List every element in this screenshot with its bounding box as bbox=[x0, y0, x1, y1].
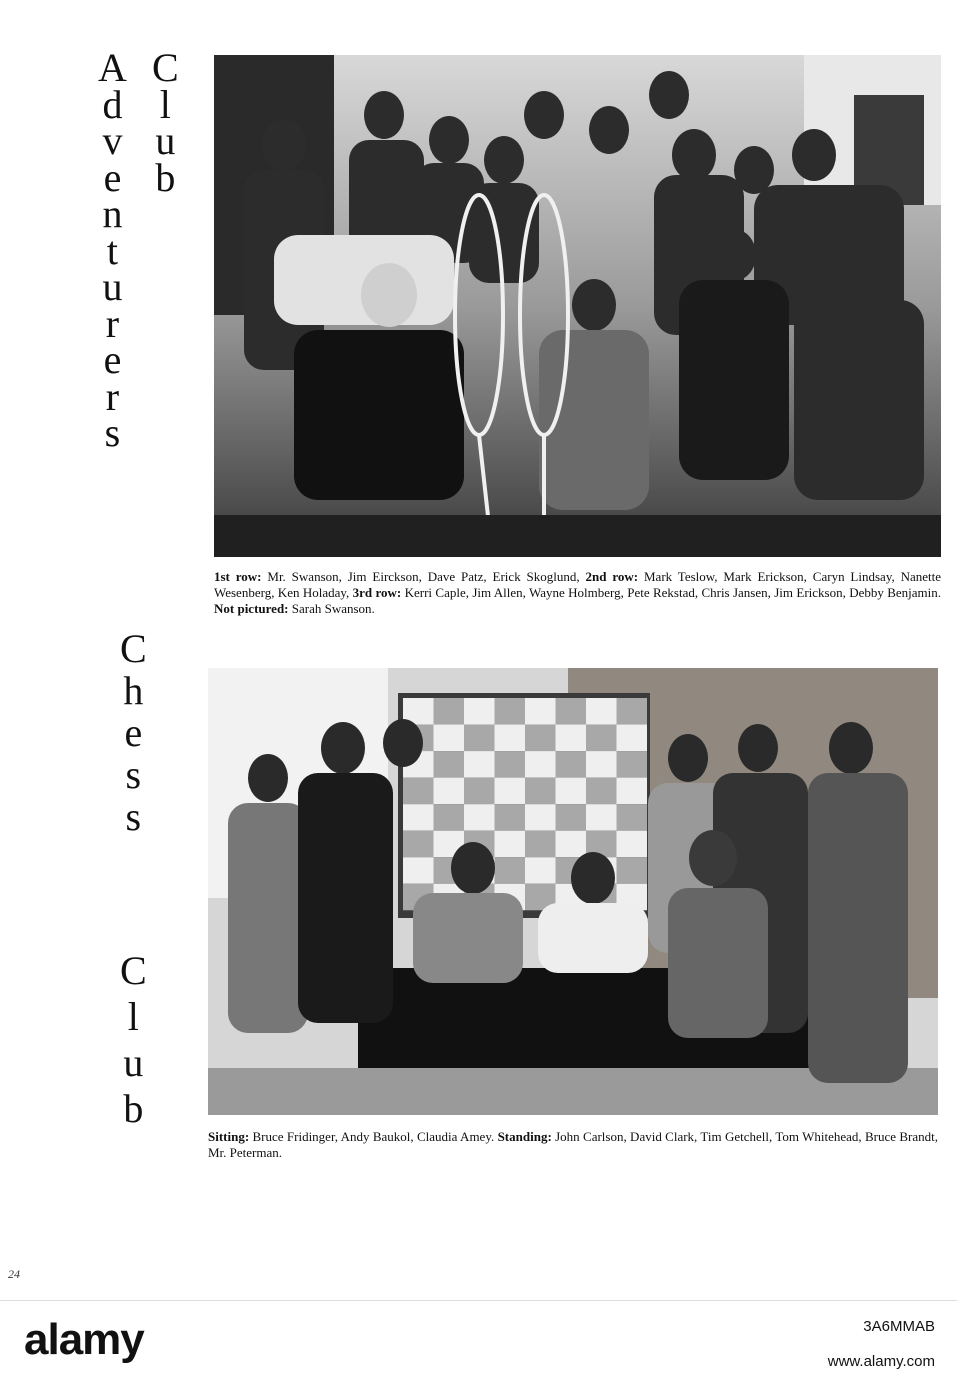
not-pictured-names: Sarah Swanson. bbox=[291, 601, 375, 616]
adventurers-letter: u bbox=[102, 264, 123, 309]
adventurers-letter: s bbox=[104, 410, 121, 455]
adventurers-letter: e bbox=[103, 337, 122, 382]
chess-letter: s bbox=[125, 794, 142, 839]
chess-letter: C bbox=[120, 626, 147, 671]
club-letter: u bbox=[155, 118, 176, 163]
watermark-url: www.alamy.com bbox=[827, 1353, 935, 1370]
adventurers-letter: v bbox=[102, 118, 123, 163]
chess-title bbox=[120, 628, 147, 838]
adventurers-letter: r bbox=[105, 373, 120, 419]
image-id: 3A6MMAB bbox=[863, 1318, 935, 1335]
club-title-chess bbox=[120, 948, 147, 1132]
adventurers-letter: n bbox=[102, 191, 123, 236]
row2-label: 2nd row: bbox=[585, 569, 639, 584]
page-number: 24 bbox=[8, 1267, 20, 1281]
chess-club-photo bbox=[208, 668, 938, 1115]
standing-names: John Carlson, David Clark, Tim Getchell, Tom Whitehead, Bruce Brandt, Mr. Peterman. bbox=[208, 1129, 938, 1160]
sitting-label: Sitting: bbox=[208, 1129, 250, 1144]
standing-label: Standing: bbox=[497, 1129, 552, 1144]
adventurers-letter: A bbox=[98, 45, 127, 90]
club-letter: b bbox=[123, 1086, 144, 1131]
adventurers-letter: d bbox=[102, 81, 123, 127]
chess-letter: h bbox=[123, 668, 144, 713]
adventurers-title bbox=[98, 45, 127, 455]
club-letter: l bbox=[159, 81, 171, 127]
adventurers-letter: e bbox=[103, 154, 122, 200]
club-letter: C bbox=[120, 948, 147, 993]
adventurers-letter: t bbox=[106, 227, 118, 273]
club-letter: C bbox=[152, 45, 179, 90]
adventurers-letter: r bbox=[105, 300, 120, 346]
club-letter: u bbox=[123, 1040, 144, 1085]
adventurers-club-photo bbox=[214, 55, 941, 557]
chess-letter: e bbox=[124, 710, 143, 755]
row1-label: 1st row: bbox=[214, 569, 262, 584]
club-title-adventurers bbox=[152, 45, 179, 200]
club-letter: l bbox=[127, 994, 139, 1039]
sitting-names: Bruce Fridinger, Andy Baukol, Claudia Amey. bbox=[252, 1129, 495, 1144]
chess-letter: s bbox=[125, 752, 142, 797]
chess-caption bbox=[208, 1129, 938, 1161]
row3-label: 3rd row: bbox=[352, 585, 402, 600]
row2-names: Mark Teslow, Mark Erickson, Caryn Lindsay, Nanette Wesenberg, Ken Holaday, bbox=[214, 569, 942, 600]
club-letter: b bbox=[155, 154, 176, 200]
row1-names: Mr. Swanson, Jim Eirckson, Dave Patz, Erick Skoglund, bbox=[267, 569, 580, 584]
not-pictured-label: Not pictured: bbox=[214, 601, 289, 616]
row3-names: Kerri Caple, Jim Allen, Wayne Holmberg, Pete Rekstad, Chris Jansen, Jim Erickson, Debby Benjamin. bbox=[404, 585, 942, 600]
watermark-footer bbox=[0, 1300, 957, 1391]
adventurers-caption bbox=[214, 569, 941, 617]
alamy-logo: alamy bbox=[24, 1315, 144, 1364]
